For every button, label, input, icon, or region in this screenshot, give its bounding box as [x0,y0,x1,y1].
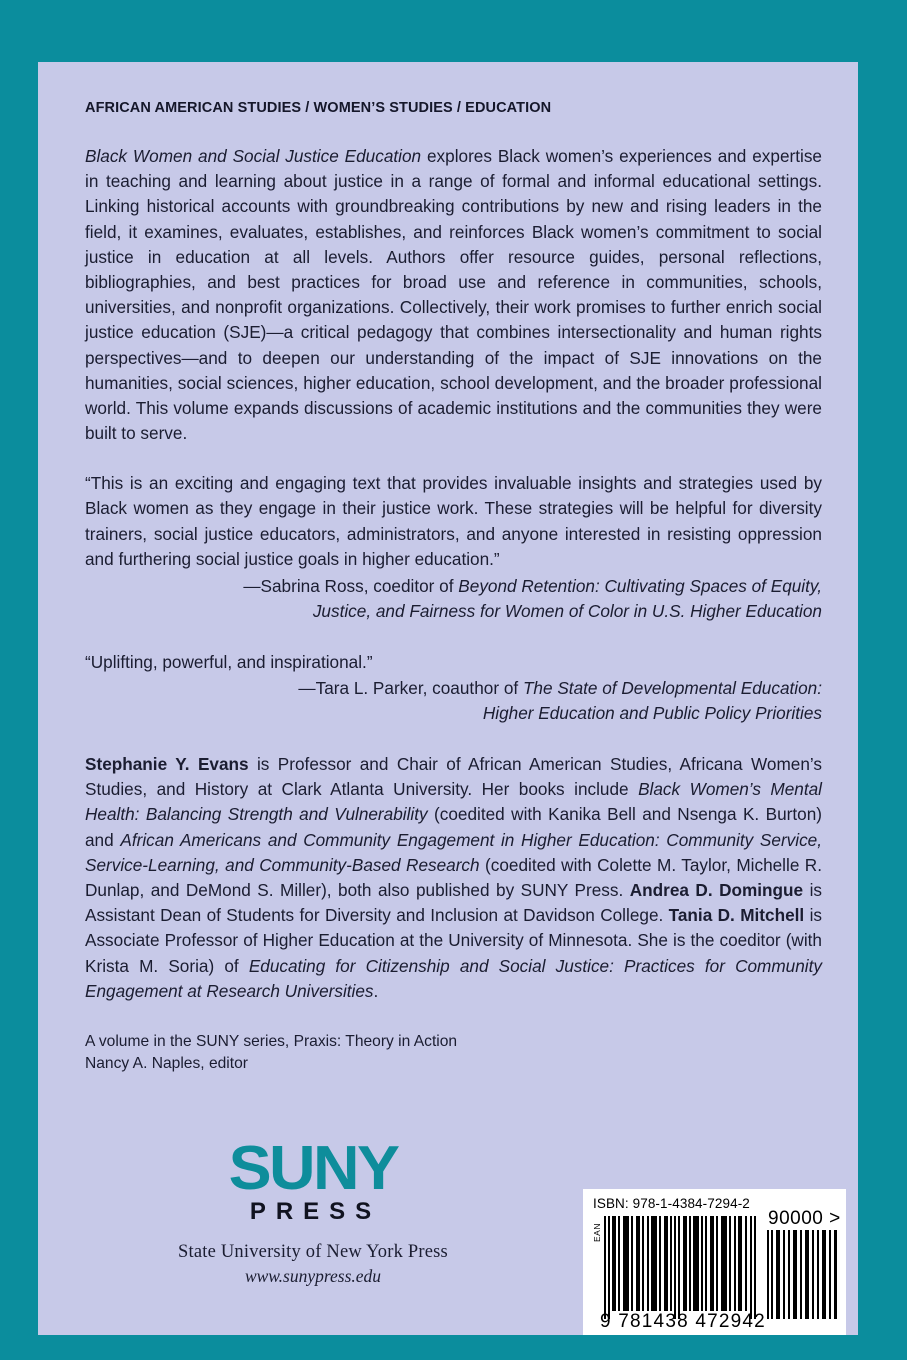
blurb-2-attribution-title-a: The State of Developmental Education: [522,678,822,699]
bio-segment-4: is Assistant Dean of Students for Diversity and Inclusion at Davidson College. [85,879,822,926]
blurb-1 [85,471,822,623]
bio-book-title-1: Black Women’s Mental Health: Balancing Strength and Vulnerability [85,779,822,825]
book-title-italic: Black Women and Social Justice Education [85,146,422,166]
suny-logo-wordmark: SUNY [228,1134,398,1203]
cover-content-panel [38,62,858,1335]
bio-segment-6: . [373,980,379,1001]
barcode-digits: 9 781438 472942 [600,1311,766,1332]
blurb-1-attribution-title-b: Justice, and Fairness for Women of Color in U.S. Higher Education [312,600,822,621]
ean-label: EAN [592,1223,602,1242]
barcode-bars-row [592,1208,841,1335]
isbn-barcode-block [583,1189,846,1335]
barcode-addon-graphic [767,1230,839,1319]
series-line-1: A volume in the SUNY series, Praxis: Theory in Action [85,1032,458,1050]
text-column [85,100,822,1076]
publisher-full-name: State University of New York Press [178,1242,448,1263]
bio-book-title-2: African Americans and Community Engagement in Higher Education: Community Service, Service-Learning, and Community-Based Research [85,829,823,875]
blurb-1-attribution-line-2 [85,599,822,624]
bio-segment-3: (coedited with Colette M. Taylor, Michelle R. Dunlap, and DeMond S. Miller), both also published by SUNY Press. [85,854,822,900]
suny-logo-press-word: PRESS [249,1198,382,1226]
publisher-website-url: www.sunypress.edu [244,1266,382,1287]
blurb-2-attribution-name: —Tara L. Parker, coauthor of [298,678,523,699]
series-note [85,1031,822,1076]
blurb-2-attribution-title-b: Higher Education and Public Policy Priorities [482,703,822,724]
barcode-addon-digits: 90000 > [768,1208,841,1229]
blurb-2-attribution-line-1 [85,676,822,701]
blurb-1-attribution [85,574,822,624]
bio-book-title-3: Educating for Citizenship and Social Justice: Practices for Community Engagement at Research Universities [85,955,822,1001]
author-name-evans: Stephanie Y. Evans [85,754,249,774]
bio-segment-2: (coedited with Kanika Bell and Nsenga K. Burton) and [85,804,822,850]
blurb-2-attribution [85,676,822,726]
subject-categories-heading: AFRICAN AMERICAN STUDIES / WOMEN’S STUDIES / EDUCATION [85,100,552,116]
blurb-2-quote: “Uplifting, powerful, and inspirational.” [85,651,373,672]
blurb-1-quote: “This is an exciting and engaging text that provides invaluable insights and strategies used by Black women as they engage in their justice work. These strategies will be helpful for diversity trainers, social justice educators, administrators, and anyone interested in resisting oppression and furthering social justice goals in higher education.” [85,473,822,569]
isbn-text: ISBN: 978-1-4384-7294-2 [593,1196,750,1211]
blurb-1-attribution-title-a: Beyond Retention: Cultivating Spaces of Equity, [458,576,822,596]
blurb-2-attribution-line-2 [85,701,822,726]
blurb-1-attribution-name: —Sabrina Ross, coeditor of [243,576,459,596]
blurb-1-attribution-line-1 [85,574,822,599]
bio-segment-5: is Associate Professor of Higher Education at the University of Minnesota. She is the coeditor (with Krista M. Soria) of [85,905,822,976]
author-name-domingue: Andrea D. Domingue [629,879,804,900]
publisher-logo-block [138,1134,488,1287]
author-biography-paragraph [85,752,822,1004]
ean13-barcode-graphic [604,1216,756,1319]
series-line-2: Nancy A. Naples, editor [85,1055,248,1073]
blurb-2 [85,650,822,726]
book-description-body: explores Black women’s experiences and expertise in teaching and learning about justice in a range of formal and informal educational settings. Linking historical accounts with groundbreaking contributions by new and rising leaders in the field, it examines, evaluates, establishes, and reinforces Black women’s commitment to social justice in education at all levels. Authors offer resource guides, personal reflections, bibliographies, and best practices for broad use and reference in communities, schools, universities, and nonprofit organizations. Collectively, their work promises to further enrich social justice education (SJE)—a critical pedagogy that combines intersectionality and human rights perspectives—and to deepen our understanding of the impact of SJE innovations on the humanities, social sciences, higher education, school development, and the broader professional world. This volume expands discussions of academic institutions and the communities they were built to serve. [85,146,822,444]
author-name-mitchell: Tania D. Mitchell [668,905,805,926]
book-description-paragraph [85,144,822,446]
bio-segment-1: is Professor and Chair of African American Studies, Africana Women’s Studies, and History at Clark Atlanta University. Her books include [85,754,822,800]
